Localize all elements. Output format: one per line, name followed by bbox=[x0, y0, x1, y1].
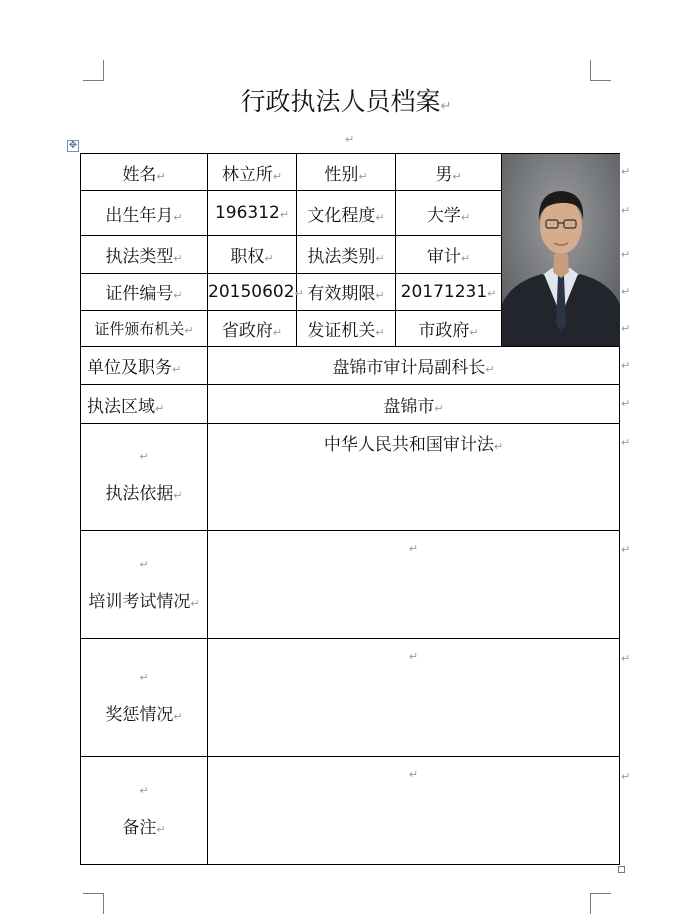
page-title-line bbox=[0, 82, 692, 118]
gender-value-cell[interactable] bbox=[396, 154, 502, 191]
issuing-authority-value: 省政府 bbox=[221, 320, 273, 341]
certifying-authority-value: 市政府 bbox=[418, 320, 470, 341]
issuing-authority-label: 证件颁布机关 bbox=[94, 319, 185, 338]
paragraph-mark: ↵ bbox=[139, 670, 149, 684]
row-end-mark: ↵ bbox=[621, 397, 631, 410]
remarks-value-cell[interactable] bbox=[208, 757, 620, 865]
enforcement-type-value-cell[interactable] bbox=[208, 236, 297, 273]
paragraph-mark: ↵ bbox=[272, 169, 283, 183]
birth-value-cell[interactable] bbox=[208, 191, 297, 236]
paragraph-mark: ↵ bbox=[452, 169, 462, 183]
education-label-cell bbox=[297, 191, 396, 236]
table-move-handle-icon[interactable]: ✥ bbox=[68, 140, 78, 151]
remarks-label-cell bbox=[81, 757, 208, 865]
paragraph-mark: ↵ bbox=[408, 768, 419, 781]
certifying-authority-label-cell bbox=[297, 310, 396, 346]
paragraph-mark: ↵ bbox=[375, 210, 385, 224]
validity-value-cell[interactable] bbox=[396, 273, 502, 310]
unit-position-label-cell bbox=[81, 347, 208, 385]
paragraph-mark: ↵ bbox=[173, 709, 183, 723]
paragraph-mark: ↵ bbox=[440, 99, 452, 114]
validity-value: 20171231 bbox=[400, 281, 488, 302]
paragraph-mark: ↵ bbox=[487, 286, 497, 300]
gender-value: 男 bbox=[435, 164, 453, 185]
training-exam-value-cell[interactable] bbox=[208, 531, 620, 639]
enforcement-area-label: 执法区域 bbox=[87, 396, 155, 417]
paragraph-mark: ↵ bbox=[434, 401, 444, 415]
crop-mark-top-right bbox=[590, 60, 611, 81]
paragraph-mark: ↵ bbox=[184, 323, 194, 337]
paragraph-mark: ↵ bbox=[156, 169, 166, 183]
table-row bbox=[81, 757, 620, 865]
name-value: 林立所 bbox=[221, 164, 273, 185]
certificate-no-value: 20150602 bbox=[208, 281, 295, 302]
name-value-cell[interactable] bbox=[208, 154, 297, 191]
personnel-record-table bbox=[80, 153, 620, 865]
paragraph-mark: ↵ bbox=[264, 252, 274, 266]
rewards-penalties-label-cell bbox=[81, 639, 208, 757]
validity-label: 有效期限 bbox=[307, 284, 376, 305]
paragraph-mark: ↵ bbox=[375, 289, 385, 303]
education-label: 文化程度 bbox=[307, 205, 376, 226]
row-end-mark: ↵ bbox=[621, 652, 631, 665]
enforcement-category-value-cell[interactable] bbox=[396, 236, 502, 273]
paragraph-mark: ↵ bbox=[279, 208, 290, 222]
certificate-no-label-cell bbox=[81, 273, 208, 310]
education-value: 大学 bbox=[426, 205, 461, 226]
paragraph-mark: ↵ bbox=[155, 401, 165, 415]
birth-value: 196312 bbox=[214, 203, 280, 224]
paragraph-mark: ↵ bbox=[172, 363, 182, 376]
issuing-authority-label-cell bbox=[81, 310, 208, 346]
name-label-cell bbox=[81, 154, 208, 191]
crop-mark-top-left bbox=[83, 60, 104, 81]
certificate-no-value-cell[interactable] bbox=[208, 273, 304, 310]
paragraph-mark: ↵ bbox=[375, 252, 385, 266]
photo-cell[interactable] bbox=[502, 154, 620, 347]
page-title: 行政执法人员档案 bbox=[240, 87, 441, 116]
certifying-authority-value-cell[interactable] bbox=[396, 310, 502, 346]
paragraph-mark: ↵ bbox=[173, 489, 183, 502]
paragraph-mark: ↵ bbox=[173, 210, 183, 224]
row-end-mark: ↵ bbox=[621, 436, 631, 449]
portrait-photo bbox=[502, 154, 620, 346]
table-row bbox=[81, 639, 620, 757]
enforcement-type-label-cell bbox=[81, 236, 208, 273]
paragraph-mark: ↵ bbox=[485, 363, 495, 376]
paragraph-mark: ↵ bbox=[408, 542, 419, 555]
paragraph-mark: ↵ bbox=[469, 325, 479, 339]
paragraph-mark: ↵ bbox=[493, 440, 504, 453]
enforcement-area-value: 盘锦市 bbox=[383, 396, 435, 417]
birth-label-cell bbox=[81, 191, 208, 236]
legal-basis-value: 中华人民共和国审计法 bbox=[323, 435, 494, 455]
remarks-label: 备注 bbox=[122, 817, 157, 838]
education-value-cell[interactable] bbox=[396, 191, 502, 236]
validity-label-cell bbox=[294, 273, 396, 310]
name-label: 姓名 bbox=[122, 164, 157, 185]
certificate-no-label: 证件编号 bbox=[105, 284, 174, 305]
legal-basis-label-cell bbox=[81, 424, 208, 531]
row-end-mark: ↵ bbox=[621, 770, 631, 783]
unit-position-label: 单位及职务 bbox=[87, 358, 172, 378]
row-end-mark: ↵ bbox=[621, 248, 631, 261]
legal-basis-value-cell[interactable] bbox=[208, 424, 620, 531]
table-row bbox=[81, 531, 620, 639]
rewards-penalties-value-cell[interactable] bbox=[208, 639, 620, 757]
birth-label: 出生年月 bbox=[105, 205, 174, 226]
table-row bbox=[81, 347, 620, 385]
row-end-mark: ↵ bbox=[621, 165, 631, 178]
row-end-mark: ↵ bbox=[621, 204, 631, 217]
enforcement-area-value-cell[interactable] bbox=[208, 385, 620, 424]
paragraph-mark: ↵ bbox=[358, 169, 368, 183]
enforcement-category-label-cell bbox=[297, 236, 396, 273]
training-exam-label-cell bbox=[81, 531, 208, 639]
paragraph-mark: ↵ bbox=[156, 822, 166, 836]
crop-mark-bottom-left bbox=[83, 893, 104, 914]
enforcement-category-value: 审计 bbox=[426, 247, 461, 268]
enforcement-type-label: 执法类型 bbox=[105, 247, 174, 268]
paragraph-mark: ↵ bbox=[139, 557, 149, 571]
paragraph-mark: ↵ bbox=[294, 286, 304, 300]
gender-label-cell bbox=[297, 154, 396, 191]
issuing-authority-value-cell[interactable] bbox=[208, 310, 297, 346]
training-exam-label: 培训考试情况 bbox=[88, 591, 191, 612]
paragraph-mark: ↵ bbox=[408, 650, 419, 663]
paragraph-mark: ↵ bbox=[375, 325, 385, 339]
gender-label: 性别 bbox=[324, 164, 359, 185]
unit-position-value-cell[interactable] bbox=[208, 347, 620, 385]
crop-mark-bottom-right bbox=[590, 893, 611, 914]
paragraph-mark: ↵ bbox=[272, 325, 283, 339]
row-end-mark: ↵ bbox=[621, 322, 631, 335]
row-end-mark: ↵ bbox=[621, 285, 631, 298]
row-end-mark: ↵ bbox=[621, 359, 631, 372]
paragraph-mark: ↵ bbox=[460, 210, 471, 224]
enforcement-type-value: 职权 bbox=[230, 247, 265, 268]
table-row bbox=[81, 385, 620, 424]
legal-basis-label: 执法依据 bbox=[105, 484, 174, 504]
unit-position-value: 盘锦市审计局副科长 bbox=[332, 358, 486, 378]
paragraph-mark: ↵ bbox=[190, 596, 200, 610]
enforcement-area-label-cell bbox=[81, 385, 208, 424]
row-end-mark: ↵ bbox=[621, 543, 631, 556]
table-row bbox=[81, 154, 620, 191]
rewards-penalties-label: 奖惩情况 bbox=[105, 704, 174, 725]
paragraph-mark: ↵ bbox=[345, 133, 355, 146]
table-resize-handle[interactable] bbox=[618, 866, 625, 873]
paragraph-mark: ↵ bbox=[173, 252, 183, 266]
certifying-authority-label: 发证机关 bbox=[307, 320, 376, 341]
enforcement-category-label: 执法类别 bbox=[307, 247, 376, 268]
paragraph-mark: ↵ bbox=[139, 450, 149, 463]
paragraph-mark: ↵ bbox=[173, 289, 183, 303]
paragraph-mark: ↵ bbox=[460, 252, 471, 266]
paragraph-mark: ↵ bbox=[139, 783, 149, 797]
table-row bbox=[81, 424, 620, 531]
